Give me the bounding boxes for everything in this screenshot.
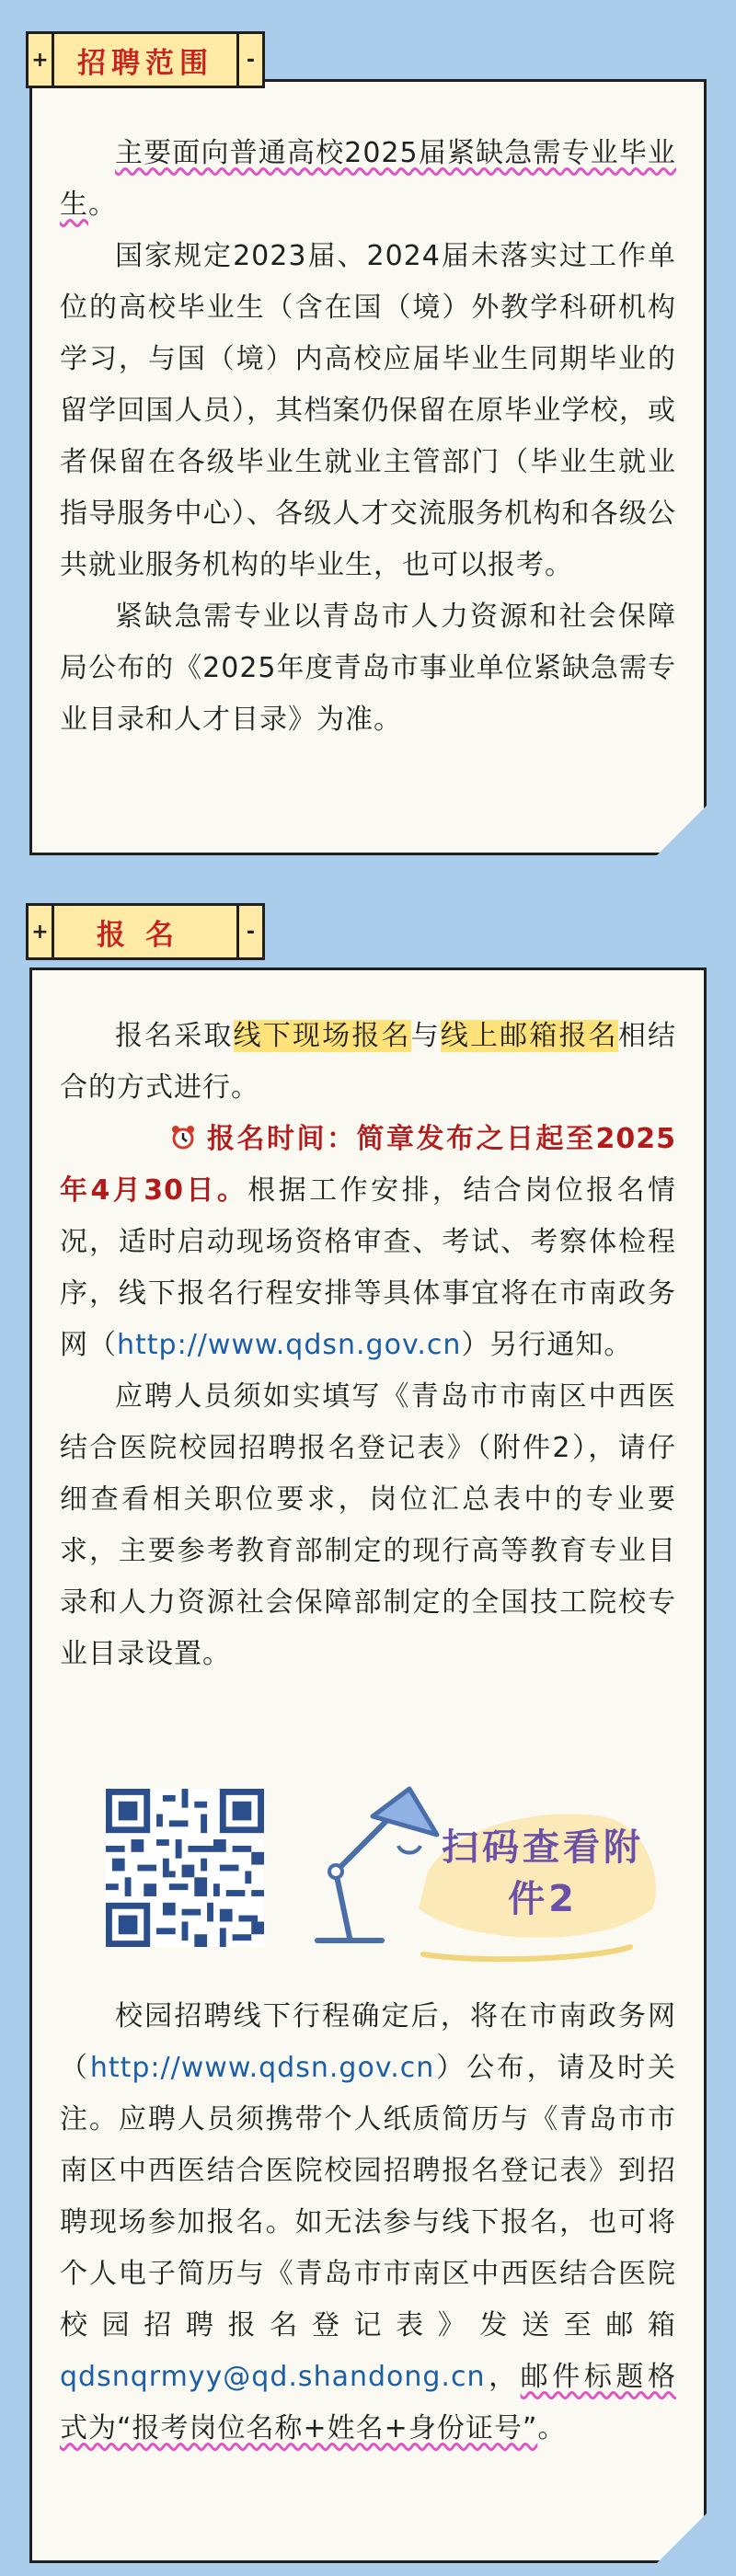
section-tag-registration bbox=[26, 903, 265, 960]
paragraph: 应聘人员须如实填写《青岛市市南区中西医结合医院校园招聘报名登记表》（附件2），请仔细查看相关职位要求，岗位汇总表中的专业要求，主要参考教育部制定的现行高等教育专业目录和人力资源社会保障部制定的全国技工院校专业目录设置。 bbox=[60, 1380, 676, 1670]
page-fold-corner bbox=[657, 2513, 707, 2563]
email-link[interactable]: qdsnqrmyy@qd.shandong.cn bbox=[60, 2361, 486, 2393]
section-card-recruit-scope bbox=[29, 79, 707, 855]
registration-time: 报名时间：简章发布之日起至2025年4月30日。 bbox=[60, 1123, 676, 1207]
minus-icon: - bbox=[236, 34, 262, 86]
minus-icon: - bbox=[236, 906, 262, 957]
gov-website-link[interactable]: http://www.qdsn.gov.cn bbox=[117, 1329, 462, 1361]
paragraph bbox=[60, 1011, 676, 1114]
text-span: 主要面向普通高校2025届紧缺急需专业毕业生 bbox=[60, 137, 676, 221]
text-span: 。 bbox=[88, 189, 117, 221]
text-span: 与 bbox=[410, 1020, 441, 1052]
plus-icon: + bbox=[29, 906, 54, 957]
plus-icon: + bbox=[29, 34, 54, 86]
text-span: ）公布，请及时关注。应聘人员须携带个人纸质简历与《青岛市市南区中西医结合医院校园招聘报名登记表》到招聘现场参加报名。如无法参与线下报名，也可将个人电子简历与《青岛市市南区中西医结合医院校园招聘报名登记表》发送至邮箱 bbox=[60, 2052, 677, 2341]
paragraph bbox=[60, 1991, 676, 2455]
alarm-clock-icon bbox=[115, 1114, 196, 1165]
paragraph bbox=[60, 1114, 676, 1371]
section-tag-recruit-scope bbox=[26, 31, 265, 88]
qr-code-area bbox=[87, 1770, 658, 1973]
desk-lamp-illustration bbox=[299, 1770, 667, 1973]
page-fold-corner bbox=[657, 806, 707, 855]
qr-code[interactable] bbox=[106, 1789, 264, 1947]
gov-website-link[interactable]: http://www.qdsn.gov.cn bbox=[89, 2052, 435, 2084]
paragraph: 紧缺急需专业以青岛市人力资源和社会保障局公布的《2025年度青岛市事业单位紧缺急需专业目录和人才目录》为准。 bbox=[60, 601, 676, 736]
section-title: 报名 bbox=[97, 918, 194, 952]
scan-to-view-attachment: 扫码查看附件2 bbox=[442, 1826, 644, 1920]
section-title: 招聘范围 bbox=[77, 46, 213, 80]
section-body-recruit-scope bbox=[60, 128, 676, 746]
section-body-registration-2 bbox=[60, 1991, 676, 2455]
section-card-registration bbox=[29, 967, 707, 2563]
section-body-registration bbox=[60, 1011, 676, 1680]
email-subject-format: 邮件标题格式为“报考岗位名称+姓名+身份证号” bbox=[60, 2361, 676, 2444]
highlight-offline: 线下现场报名 bbox=[233, 1020, 411, 1052]
text-span: ， bbox=[485, 2361, 521, 2393]
paragraph: 国家规定2023届、2024届未落实过工作单位的高校毕业生（含在国（境）外教学科研机构学习，与国（境）内高校应届毕业生同期毕业的留学回国人员），其档案仍保留在原毕业学校，或者保留在各级毕业生就业主管部门（毕业生就业指导服务中心）、各级人才交流服务机构和各级公共就业服务机构的毕业生，也可以报考。 bbox=[60, 240, 676, 581]
text-span: 。 bbox=[537, 2412, 567, 2444]
text-span: 报名采取 bbox=[115, 1020, 234, 1052]
text-span: 校园招聘线下行程确定后，将在市南政务网（ bbox=[60, 2000, 676, 2084]
text-span: 根据工作安排，结合岗位报名情况，适时启动现场资格审查、考试、考察体检程序，线下报名行程安排等具体事宜将在市南政务网（ bbox=[60, 1174, 677, 1361]
paragraph bbox=[60, 128, 676, 231]
text-span: 相结合的方式进行。 bbox=[60, 1020, 677, 1104]
text-span: ）另行通知。 bbox=[461, 1329, 633, 1361]
highlight-online: 线上邮箱报名 bbox=[440, 1020, 618, 1052]
